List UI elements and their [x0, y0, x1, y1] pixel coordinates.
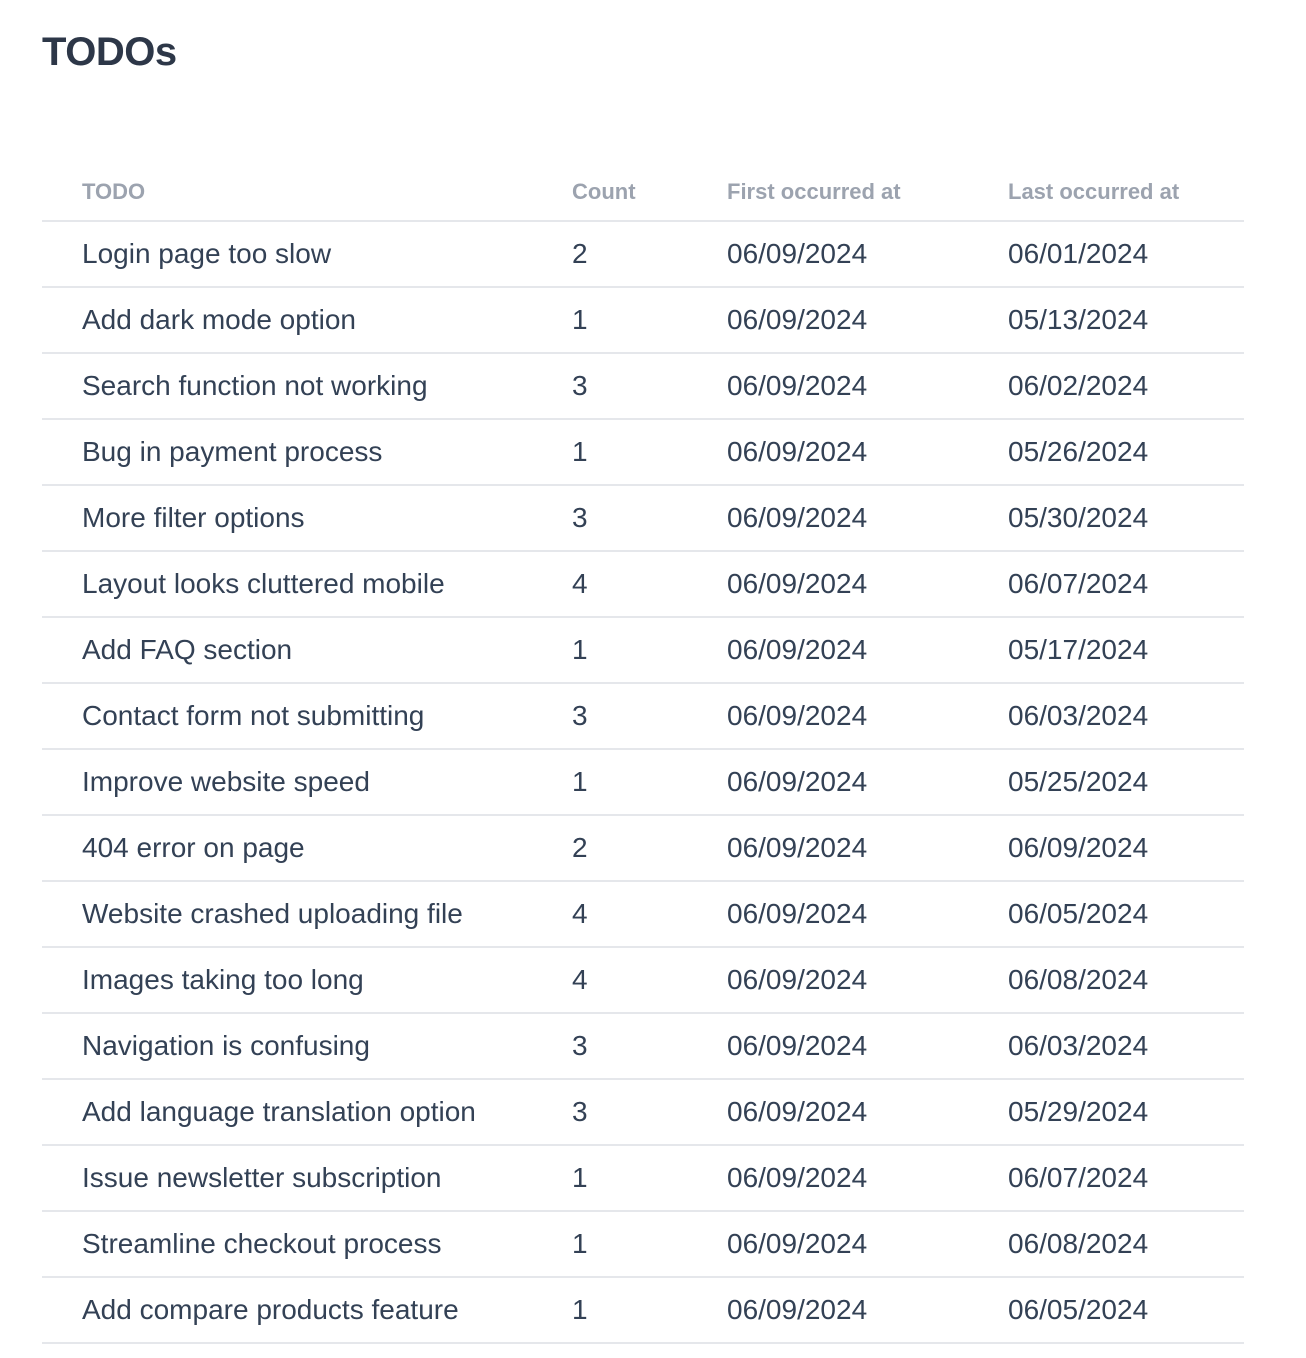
todo-cell: Add language translation option	[42, 1079, 572, 1145]
table-row	[42, 947, 1244, 1013]
table-row	[42, 485, 1244, 551]
count-cell: 4	[572, 881, 727, 947]
table-row	[42, 1079, 1244, 1145]
last-occurred-cell: 06/02/2024	[1008, 353, 1244, 419]
last-occurred-cell: 05/26/2024	[1008, 419, 1244, 485]
table-body	[42, 221, 1244, 1343]
todo-cell: Contact form not submitting	[42, 683, 572, 749]
first-occurred-cell: 06/09/2024	[727, 551, 1008, 617]
todo-cell: Add compare products feature	[42, 1277, 572, 1343]
last-occurred-cell: 05/30/2024	[1008, 485, 1244, 551]
table-row	[42, 749, 1244, 815]
todo-cell: Navigation is confusing	[42, 1013, 572, 1079]
count-cell: 1	[572, 749, 727, 815]
count-cell: 1	[572, 1145, 727, 1211]
count-cell: 2	[572, 815, 727, 881]
todo-cell: 404 error on page	[42, 815, 572, 881]
last-occurred-cell: 06/07/2024	[1008, 551, 1244, 617]
last-occurred-cell: 06/01/2024	[1008, 221, 1244, 287]
first-occurred-cell: 06/09/2024	[727, 749, 1008, 815]
todo-cell: Streamline checkout process	[42, 1211, 572, 1277]
table-row	[42, 683, 1244, 749]
first-occurred-cell: 06/09/2024	[727, 353, 1008, 419]
table-row	[42, 815, 1244, 881]
table-row	[42, 221, 1244, 287]
count-cell: 1	[572, 419, 727, 485]
last-occurred-cell: 06/05/2024	[1008, 881, 1244, 947]
last-occurred-cell: 06/07/2024	[1008, 1145, 1244, 1211]
first-occurred-cell: 06/09/2024	[727, 1211, 1008, 1277]
table-row	[42, 881, 1244, 947]
table-row	[42, 1013, 1244, 1079]
count-cell: 3	[572, 1079, 727, 1145]
last-occurred-cell: 05/17/2024	[1008, 617, 1244, 683]
count-cell: 1	[572, 287, 727, 353]
count-cell: 1	[572, 1211, 727, 1277]
first-occurred-cell: 06/09/2024	[727, 815, 1008, 881]
last-occurred-cell: 06/03/2024	[1008, 683, 1244, 749]
column-header-todo: TODO	[42, 159, 572, 221]
count-cell: 3	[572, 683, 727, 749]
page-title: TODOs	[42, 30, 177, 74]
count-cell: 3	[572, 1013, 727, 1079]
last-occurred-cell: 06/09/2024	[1008, 815, 1244, 881]
last-occurred-cell: 05/25/2024	[1008, 749, 1244, 815]
table-row	[42, 1145, 1244, 1211]
column-header-last-occurred-at: Last occurred at	[1008, 159, 1244, 221]
todo-cell: Issue newsletter subscription	[42, 1145, 572, 1211]
first-occurred-cell: 06/09/2024	[727, 1277, 1008, 1343]
todo-cell: Login page too slow	[42, 221, 572, 287]
table-header-row	[42, 159, 1244, 221]
todo-cell: Images taking too long	[42, 947, 572, 1013]
first-occurred-cell: 06/09/2024	[727, 881, 1008, 947]
first-occurred-cell: 06/09/2024	[727, 1145, 1008, 1211]
count-cell: 1	[572, 617, 727, 683]
column-header-first-occurred-at: First occurred at	[727, 159, 1008, 221]
todo-cell: Website crashed uploading file	[42, 881, 572, 947]
table-row	[42, 353, 1244, 419]
first-occurred-cell: 06/09/2024	[727, 617, 1008, 683]
first-occurred-cell: 06/09/2024	[727, 947, 1008, 1013]
first-occurred-cell: 06/09/2024	[727, 1013, 1008, 1079]
count-cell: 4	[572, 551, 727, 617]
first-occurred-cell: 06/09/2024	[727, 683, 1008, 749]
first-occurred-cell: 06/09/2024	[727, 485, 1008, 551]
count-cell: 4	[572, 947, 727, 1013]
todo-cell: Search function not working	[42, 353, 572, 419]
first-occurred-cell: 06/09/2024	[727, 1079, 1008, 1145]
todo-cell: Add dark mode option	[42, 287, 572, 353]
last-occurred-cell: 06/08/2024	[1008, 947, 1244, 1013]
table-row	[42, 617, 1244, 683]
last-occurred-cell: 05/13/2024	[1008, 287, 1244, 353]
last-occurred-cell: 06/03/2024	[1008, 1013, 1244, 1079]
first-occurred-cell: 06/09/2024	[727, 221, 1008, 287]
todo-cell: More filter options	[42, 485, 572, 551]
count-cell: 2	[572, 221, 727, 287]
table-row	[42, 419, 1244, 485]
last-occurred-cell: 06/08/2024	[1008, 1211, 1244, 1277]
first-occurred-cell: 06/09/2024	[727, 287, 1008, 353]
table-row	[42, 551, 1244, 617]
todo-cell: Improve website speed	[42, 749, 572, 815]
count-cell: 3	[572, 353, 727, 419]
count-cell: 3	[572, 485, 727, 551]
count-cell: 1	[572, 1277, 727, 1343]
table-row	[42, 1277, 1244, 1343]
last-occurred-cell: 05/29/2024	[1008, 1079, 1244, 1145]
last-occurred-cell: 06/05/2024	[1008, 1277, 1244, 1343]
column-header-count: Count	[572, 159, 727, 221]
todo-cell: Layout looks cluttered mobile	[42, 551, 572, 617]
first-occurred-cell: 06/09/2024	[727, 419, 1008, 485]
todos-table	[42, 159, 1244, 1344]
table-row	[42, 1211, 1244, 1277]
todo-cell: Bug in payment process	[42, 419, 572, 485]
table-row	[42, 287, 1244, 353]
todo-cell: Add FAQ section	[42, 617, 572, 683]
